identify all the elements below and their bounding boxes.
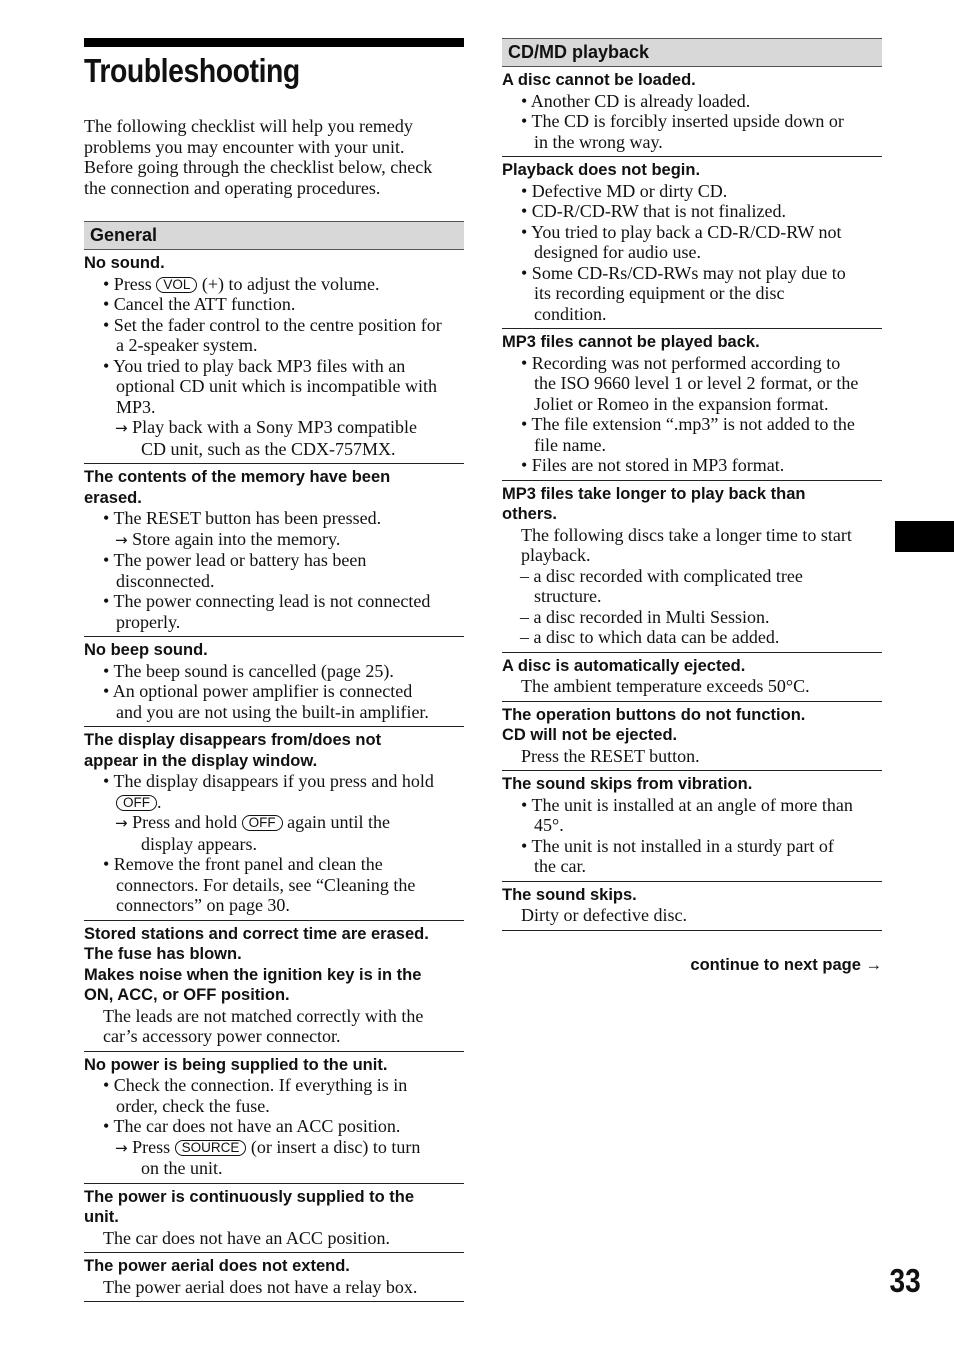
entry-sound-skips: The sound skips. Dirty or defective disc. <box>502 882 882 931</box>
right-column <box>502 38 882 975</box>
page-number: 33 <box>889 1262 921 1299</box>
entry-display-disappears: The display disappears from/does not appear in the display window. • The display disappears if you press and hold OFF . → Press and hold OFF again until the display appears. • Remove the front panel and clean the connectors. For details, see “Cleaning the connectors” on page 30. <box>84 727 464 921</box>
entry-auto-eject: A disc is automatically ejected. The ambient temperature exceeds 50°C. <box>502 653 882 702</box>
arrow-right-icon: → <box>115 814 128 832</box>
continue-to-next-page: continue to next page → <box>690 955 882 974</box>
entry-power-continuous: The power is continuously supplied to the unit. The car does not have an ACC position. <box>84 1184 464 1254</box>
vol-key: VOL <box>156 277 197 293</box>
entry-disc-not-loaded: A disc cannot be loaded. • Another CD is already loaded. • The CD is forcibly inserted upside down or in the wrong way. <box>502 67 882 157</box>
entry-skips-vibration: The sound skips from vibration. • The unit is installed at an angle of more than 45°. • The unit is not installed in a sturdy part of the car. <box>502 771 882 882</box>
arrow-right-icon: → <box>115 419 128 437</box>
entry-no-power: No power is being supplied to the unit. • Check the connection. If everything is in order, check the fuse. • The car does not have an ACC position. → Press SOURCE (or insert a disc) to turn on the unit. <box>84 1052 464 1184</box>
entry-mp3-longer: MP3 files take longer to play back than others. The following discs take a longer time to start playback. – a disc recorded with complicated tree structure. – a disc recorded in Multi Session. – a disc to which data can be added. <box>502 481 882 653</box>
intro-paragraph: The following checklist will help you remedy problems you may encounter with your unit. Before going through the checklist below, check the connection and operating procedures. <box>84 116 433 198</box>
page-title: Troubleshooting <box>84 52 300 89</box>
entry-memory-erased: The contents of the memory have been erased. • The RESET button has been pressed. → Store again into the memory. • The power lead or battery has been disconnected. • The power connecting lead is not connected properly. <box>84 464 464 637</box>
entry-no-sound: No sound. • Press VOL (+) to adjust the volume. • Cancel the ATT function. • Set the fader control to the centre position for a 2-speaker system. • You tried to play back MP3 files with an optional CD unit which is incompatible with MP3. → Play back with a Sony MP3 compatible CD unit, such as the CDX-757MX. <box>84 250 464 464</box>
entry-buttons-not-function: The operation buttons do not function. CD will not be ejected. Press the RESET button. <box>502 702 882 772</box>
entry-stations-erased: Stored stations and correct time are erased. The fuse has blown. Makes noise when the ignition key is in the ON, ACC, or OFF position. The leads are not matched correctly with the car’s accessory power connector. <box>84 921 464 1052</box>
left-column <box>84 38 464 1302</box>
off-key: OFF <box>242 815 283 831</box>
entry-no-beep: No beep sound. • The beep sound is cancelled (page 25). • An optional power amplifier is connected and you are not using the built-in amplifier. <box>84 637 464 727</box>
section-heading-general: General <box>84 221 464 250</box>
entry-aerial: The power aerial does not extend. The power aerial does not have a relay box. <box>84 1253 464 1302</box>
entry-playback-not-begin: Playback does not begin. • Defective MD or dirty CD. • CD-R/CD-RW that is not finalized. • You tried to play back a CD-R/CD-RW not designed for audio use. • Some CD-Rs/CD-RWs may not play due to its recording equipment or the disc condition. <box>502 157 882 329</box>
arrow-right-icon: → <box>115 530 128 549</box>
entry-title: No sound. <box>84 254 165 272</box>
arrow-right-icon: → <box>115 1138 128 1157</box>
section-heading-cdmd: CD/MD playback <box>502 38 882 67</box>
section-tab-marker <box>895 521 954 552</box>
entry-mp3-cannot-play: MP3 files cannot be played back. • Recording was not performed according to the ISO 9660 level 1 or level 2 format, or the Joliet or Romeo in the expansion format. • The file extension “.mp3” is not added to the file name. • Files are not stored in MP3 format. <box>502 329 882 481</box>
source-key: SOURCE <box>175 1140 247 1156</box>
title-rule <box>84 38 464 47</box>
off-key: OFF <box>116 795 157 811</box>
